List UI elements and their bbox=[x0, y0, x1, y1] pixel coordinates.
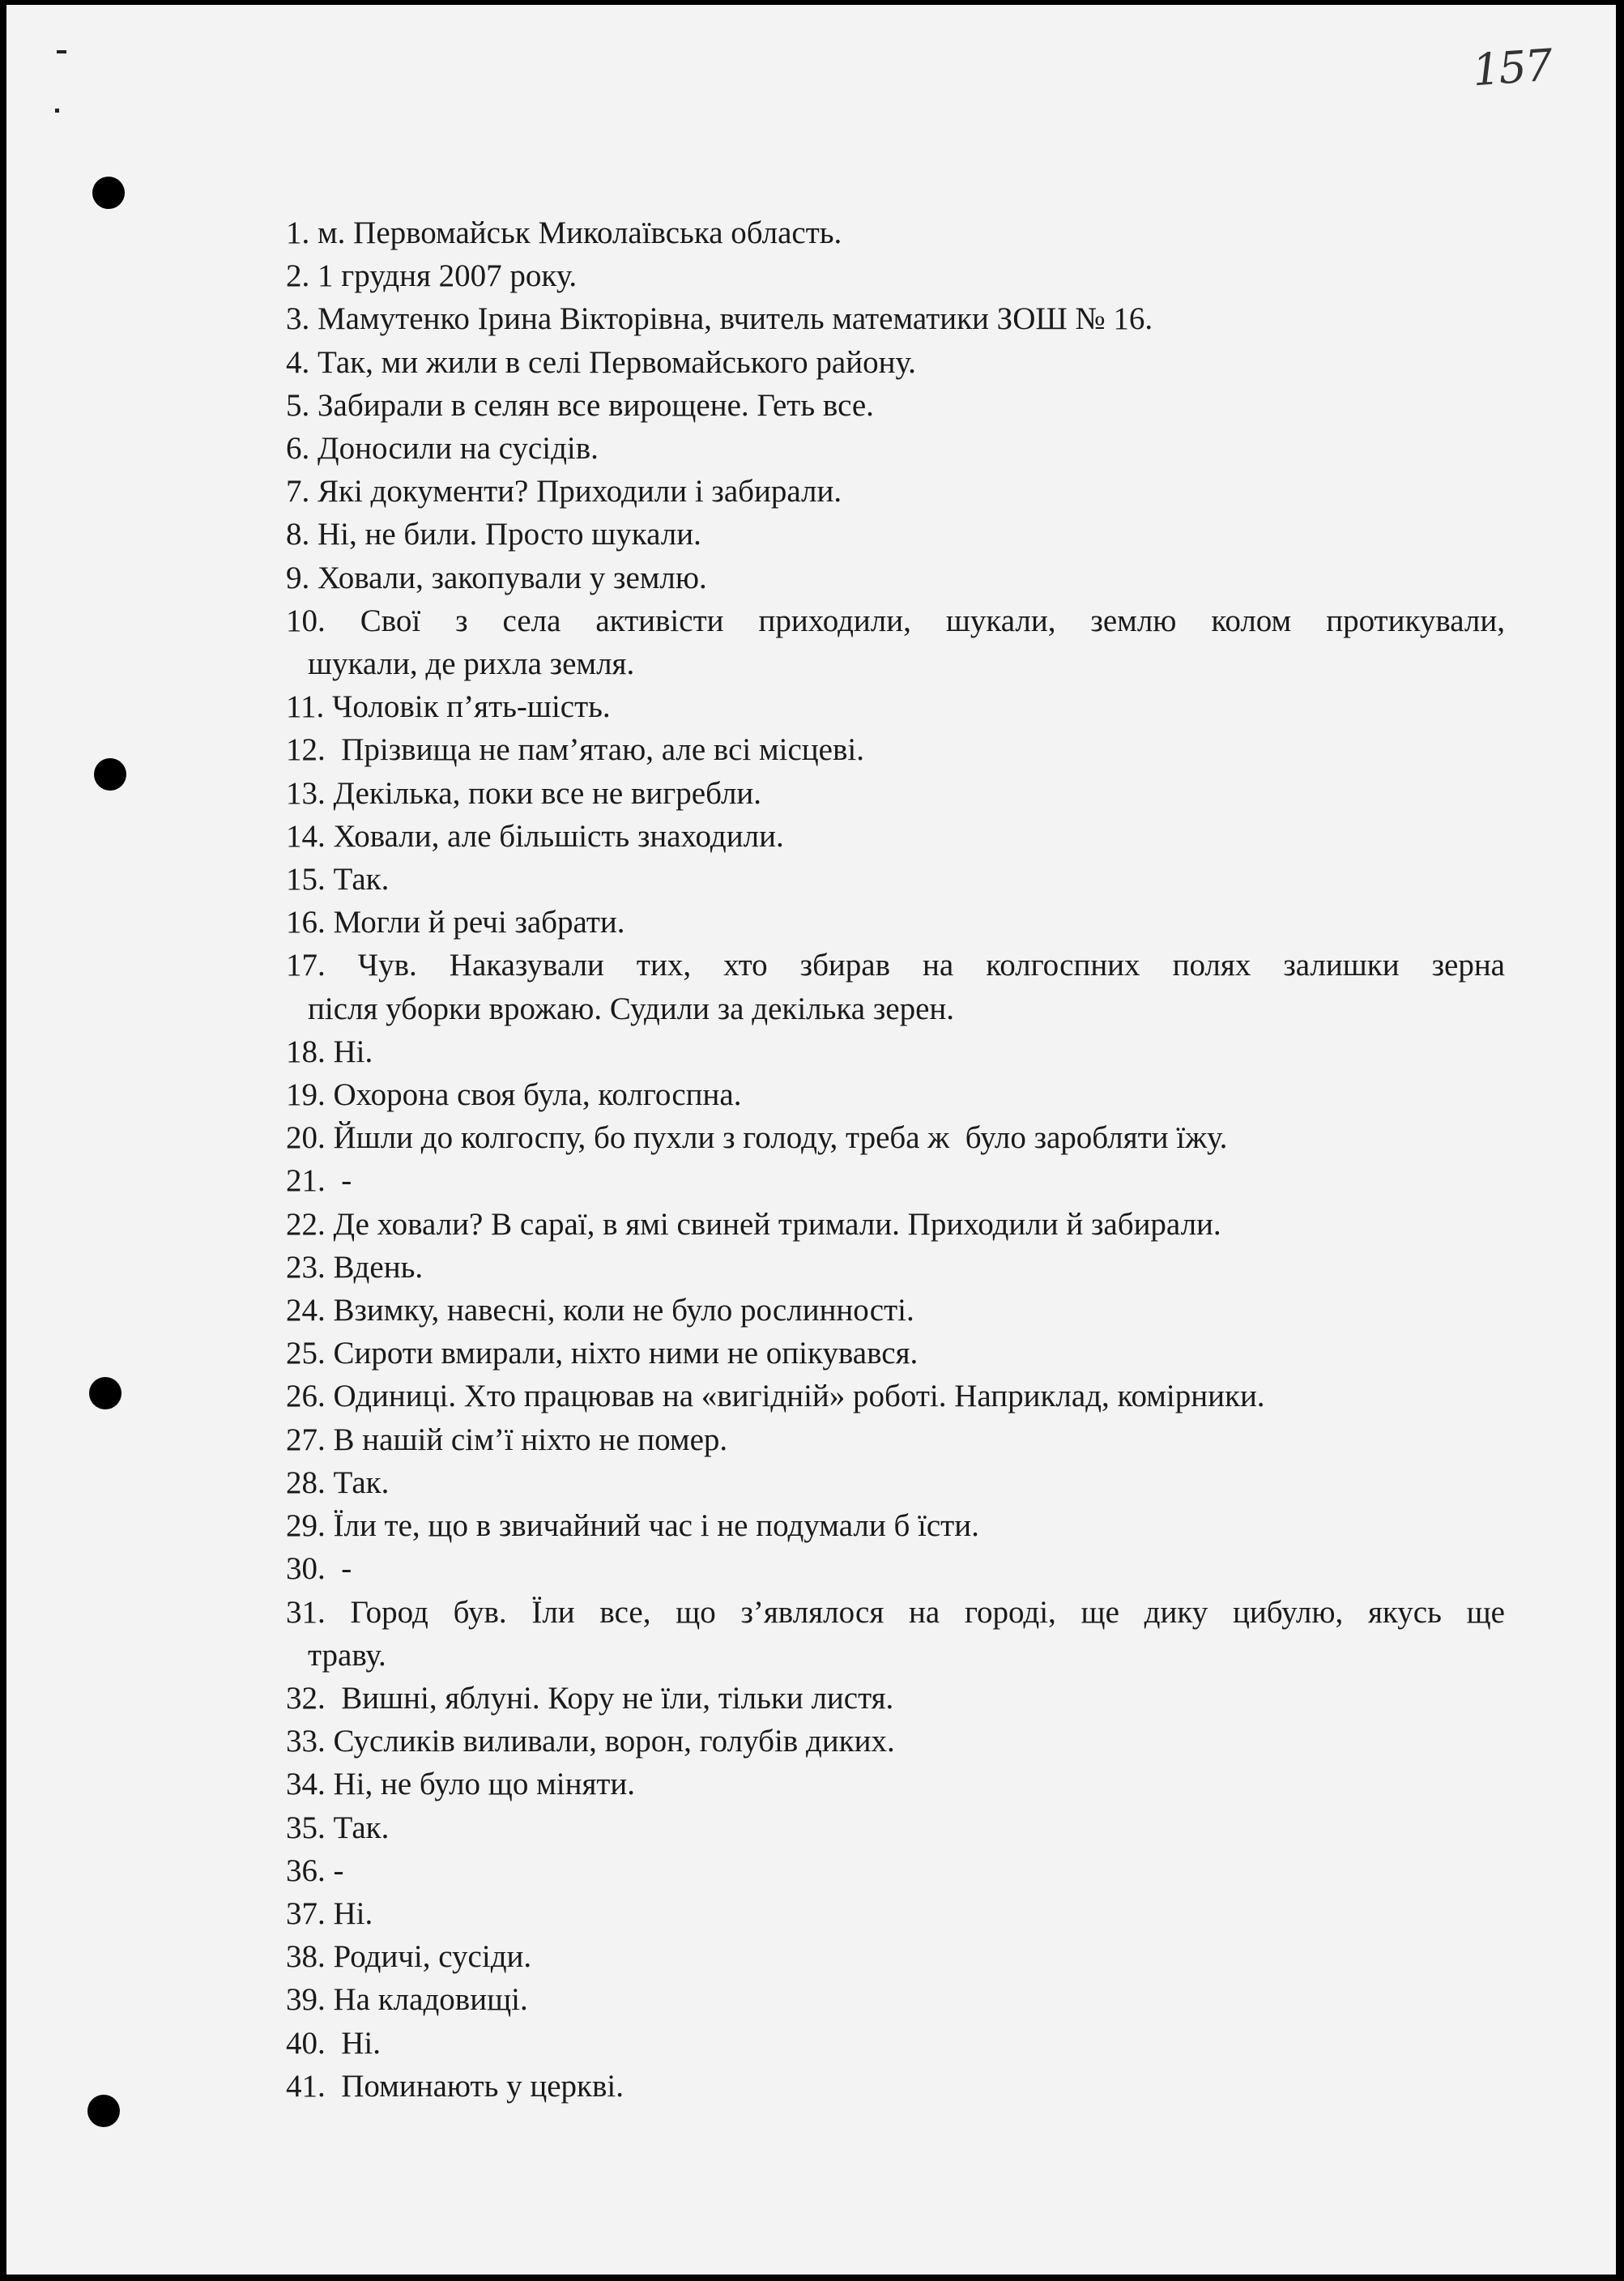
answer-text: 1 грудня 2007 року. bbox=[309, 258, 578, 294]
answer-item bbox=[286, 728, 1505, 771]
answer-text: Йшли до колгоспу, бо пухли з голоду, треба ж було заробляти їжу. bbox=[325, 1120, 1228, 1156]
answer-number: 40. bbox=[286, 2025, 326, 2061]
answer-item bbox=[286, 1504, 1505, 1547]
answer-number: 13. bbox=[286, 775, 326, 811]
answer-item bbox=[286, 1978, 1505, 2021]
answer-number: 5. bbox=[286, 387, 310, 423]
answer-text: Так. bbox=[325, 862, 390, 897]
answer-text: Ні, не було що міняти. bbox=[325, 1767, 636, 1802]
answer-text: Могли й речі забрати. bbox=[325, 905, 625, 940]
answer-number: 35. bbox=[286, 1810, 326, 1845]
answer-item bbox=[286, 470, 1505, 513]
answer-number: 25. bbox=[286, 1336, 326, 1371]
answer-item bbox=[286, 1547, 1505, 1590]
answer-item bbox=[286, 1375, 1505, 1418]
answer-item bbox=[286, 1246, 1505, 1289]
answer-item bbox=[286, 556, 1505, 599]
answer-text: - bbox=[325, 1551, 352, 1587]
answer-text: Мамутенко Ірина Вікторівна, вчитель математики ЗОШ № 16. bbox=[309, 301, 1153, 337]
answer-text: Де ховали? В сараї, в ямі свиней тримали. Приходили й забирали. bbox=[325, 1206, 1221, 1242]
answer-number: 19. bbox=[286, 1077, 326, 1113]
answer-number: 39. bbox=[286, 1982, 326, 2018]
answer-number: 23. bbox=[286, 1249, 326, 1285]
answer-item bbox=[286, 1849, 1505, 1892]
answer-item bbox=[286, 2065, 1505, 2108]
answer-text: Одиниці. Хто працював на «вигідній» роботі. Наприклад, комірники. bbox=[325, 1379, 1265, 1414]
answer-text: Так. bbox=[325, 1810, 390, 1845]
answer-item bbox=[286, 858, 1505, 901]
page-number: 157 bbox=[1470, 39, 1554, 96]
answer-number: 27. bbox=[286, 1422, 326, 1457]
answer-number: 28. bbox=[286, 1465, 326, 1500]
answer-text: Чув. Наказували тих, хто збирав на колгоспних полях залишки зерна bbox=[325, 948, 1505, 983]
answer-item bbox=[286, 254, 1505, 297]
answer-item bbox=[286, 1461, 1505, 1504]
answer-text: Чоловік п’ять-шість. bbox=[324, 689, 611, 725]
answer-text: - bbox=[325, 1163, 352, 1199]
answer-text-continuation: траву. bbox=[308, 1637, 386, 1673]
answer-text: Доносили на сусідів. bbox=[309, 431, 599, 467]
answer-item bbox=[286, 341, 1505, 384]
answer-item bbox=[286, 901, 1505, 944]
answer-item bbox=[286, 297, 1505, 340]
answer-item bbox=[286, 1332, 1505, 1375]
answer-item bbox=[286, 513, 1505, 556]
answer-item bbox=[286, 1073, 1505, 1116]
answer-item bbox=[286, 1289, 1505, 1332]
answer-item bbox=[286, 1116, 1505, 1159]
answer-number: 1. bbox=[286, 215, 310, 250]
answer-text: Ні. bbox=[325, 1034, 373, 1069]
answer-number: 18. bbox=[286, 1034, 326, 1069]
answer-text: Город був. Їли все, що з’являлося на городі, ще дику цибулю, якусь ще bbox=[325, 1594, 1505, 1630]
punch-hole-4 bbox=[87, 2095, 120, 2127]
answer-number: 34. bbox=[286, 1767, 326, 1802]
scan-speck bbox=[55, 109, 59, 113]
answer-text: Ні. bbox=[325, 2025, 381, 2061]
punch-hole-2 bbox=[94, 758, 126, 791]
answer-text: Вишні, яблуні. Кору не їли, тільки листя. bbox=[325, 1680, 894, 1716]
answer-text: Сироти вмирали, ніхто ними не опікувався. bbox=[325, 1336, 919, 1371]
answer-text: Родичі, сусіди. bbox=[325, 1939, 532, 1975]
answer-text: Декілька, поки все не вигребли. bbox=[325, 775, 762, 811]
answer-number: 31. bbox=[286, 1594, 326, 1630]
answer-number: 7. bbox=[286, 474, 310, 509]
answer-text-continuation: після уборки врожаю. Судили за декілька зерен. bbox=[308, 991, 954, 1026]
answer-item bbox=[286, 685, 1505, 728]
answer-number: 8. bbox=[286, 517, 310, 552]
answer-text: Взимку, навесні, коли не було рослинності. bbox=[325, 1293, 914, 1328]
answer-item bbox=[286, 211, 1505, 254]
answer-number: 36. bbox=[286, 1853, 326, 1888]
punch-hole-3 bbox=[89, 1377, 121, 1409]
answer-text: На кладовищі. bbox=[325, 1982, 528, 2018]
answer-text: В нашій сім’ї ніхто не помер. bbox=[325, 1422, 728, 1457]
answer-number: 16. bbox=[286, 905, 326, 940]
answer-item bbox=[286, 384, 1505, 427]
answer-text: Забирали в селян все вирощене. Геть все. bbox=[309, 387, 874, 423]
answer-number: 12. bbox=[286, 732, 326, 768]
answer-text: - bbox=[325, 1853, 344, 1888]
answer-number: 33. bbox=[286, 1724, 326, 1759]
answer-text: Охорона своя була, колгоспна. bbox=[325, 1077, 742, 1113]
answer-text: Які документи? Приходили і забирали. bbox=[309, 474, 842, 509]
answer-number: 22. bbox=[286, 1206, 326, 1242]
answer-item bbox=[286, 1030, 1505, 1073]
answer-number: 32. bbox=[286, 1680, 326, 1716]
answer-number: 2. bbox=[286, 258, 310, 294]
answer-item bbox=[286, 1935, 1505, 1978]
answer-item bbox=[286, 772, 1505, 815]
answer-number: 9. bbox=[286, 560, 310, 595]
answer-text: Їли те, що в звичайний час і не подумали б їсти. bbox=[325, 1508, 979, 1544]
answer-number: 15. bbox=[286, 862, 326, 897]
answer-item bbox=[286, 1677, 1505, 1720]
answer-list bbox=[286, 211, 1505, 2108]
answer-text: Ні, не били. Просто шукали. bbox=[309, 517, 701, 552]
scan-speck bbox=[57, 50, 66, 53]
answer-text: Вдень. bbox=[325, 1249, 424, 1285]
answer-item bbox=[286, 944, 1505, 1030]
answer-number: 20. bbox=[286, 1120, 326, 1156]
answer-item bbox=[286, 1159, 1505, 1202]
answer-item bbox=[286, 1418, 1505, 1461]
answer-number: 24. bbox=[286, 1293, 326, 1328]
answer-item bbox=[286, 2022, 1505, 2065]
answer-number: 41. bbox=[286, 2068, 326, 2104]
answer-number: 14. bbox=[286, 818, 326, 854]
answer-text: Прізвища не пам’ятаю, але всі місцеві. bbox=[325, 732, 864, 768]
answer-item bbox=[286, 427, 1505, 470]
answer-text: м. Первомайськ Миколаївська область. bbox=[309, 215, 842, 250]
answer-text: Так, ми жили в селі Первомайського району. bbox=[309, 344, 916, 380]
answer-item bbox=[286, 1203, 1505, 1246]
answer-text: Сусликів виливали, ворон, голубів диких. bbox=[325, 1724, 895, 1759]
answer-text: Ні. bbox=[325, 1895, 373, 1931]
answer-number: 17. bbox=[286, 948, 326, 983]
answer-item bbox=[286, 1892, 1505, 1935]
answer-text: Поминають у церкві. bbox=[325, 2068, 624, 2104]
answer-item bbox=[286, 1591, 1505, 1677]
answer-item bbox=[286, 1763, 1505, 1806]
answer-item bbox=[286, 1720, 1505, 1763]
answer-number: 29. bbox=[286, 1508, 326, 1544]
answer-number: 26. bbox=[286, 1379, 326, 1414]
answer-text: Свої з села активісти приходили, шукали, землю колом протикували, bbox=[325, 603, 1505, 638]
answer-number: 37. bbox=[286, 1895, 326, 1931]
answer-item bbox=[286, 599, 1505, 685]
punch-hole-1 bbox=[92, 177, 125, 209]
answer-number: 6. bbox=[286, 431, 310, 467]
answer-text-continuation: шукали, де рихла земля. bbox=[308, 646, 635, 682]
answer-number: 3. bbox=[286, 301, 310, 337]
answer-number: 38. bbox=[286, 1939, 326, 1975]
answer-number: 11. bbox=[286, 689, 325, 725]
answer-text: Ховали, але більшість знаходили. bbox=[325, 818, 784, 854]
answer-text: Ховали, закопували у землю. bbox=[309, 560, 707, 595]
answer-number: 10. bbox=[286, 603, 326, 638]
document-page bbox=[6, 5, 1616, 2275]
answer-item bbox=[286, 815, 1505, 858]
answer-number: 21. bbox=[286, 1163, 326, 1199]
answer-number: 4. bbox=[286, 344, 310, 380]
answer-text: Так. bbox=[325, 1465, 390, 1500]
answer-number: 30. bbox=[286, 1551, 326, 1587]
answer-item bbox=[286, 1806, 1505, 1849]
